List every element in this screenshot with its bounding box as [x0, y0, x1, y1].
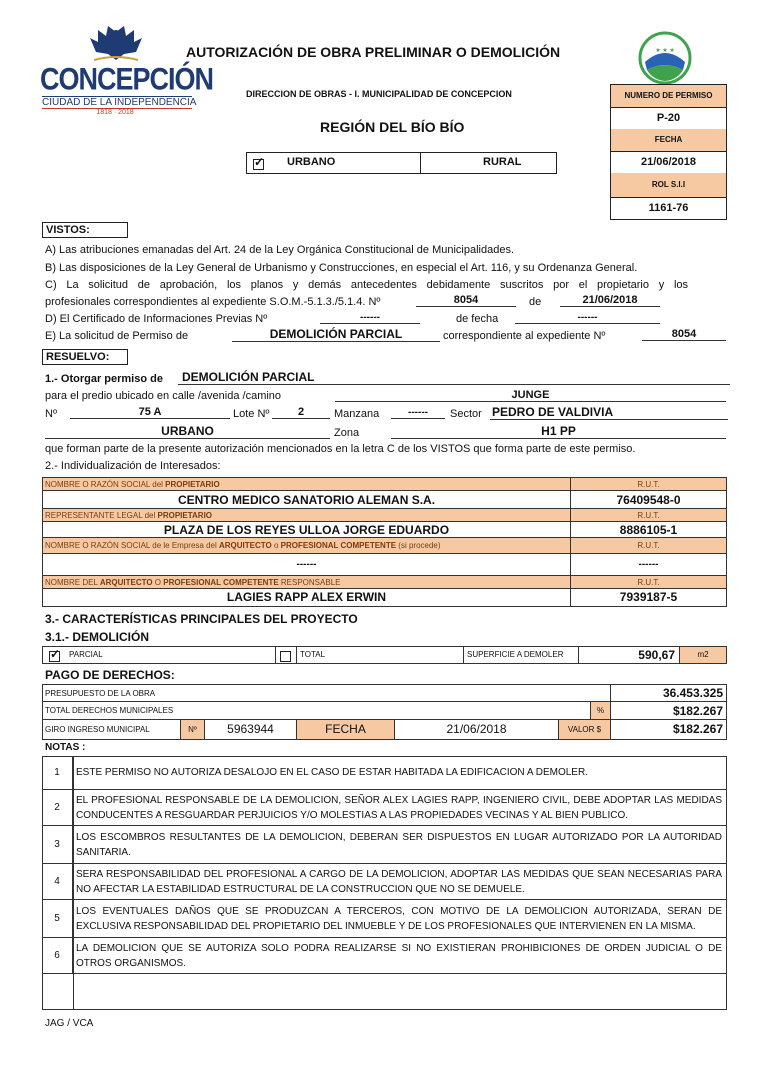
zona-label: Zona	[334, 427, 360, 439]
forman-parte-text: que forman parte de la presente autorización mencionados en la letra C de los VISTOS que forma parte de este permiso.	[45, 443, 636, 455]
total-checkbox[interactable]	[280, 651, 291, 662]
note-row	[42, 826, 726, 864]
note-text: LOS ESCOMBROS RESULTANTES DE LA DEMOLICION, DEBERAN SER DISPUESTOS EN LUGAR AUTORIZADO POR LA AUTORIDAD SANITARIA.	[76, 831, 722, 858]
empresa-label	[43, 538, 571, 554]
document-title: AUTORIZACIÓN DE OBRA PRELIMINAR O DEMOLICIÓN	[186, 44, 561, 60]
empresa-label-post: (si procede)	[396, 541, 441, 550]
note-number: 2	[42, 790, 73, 825]
urbano-checkbox[interactable]: ✓	[254, 155, 265, 170]
giro-number: 5963944	[205, 720, 297, 739]
vistos-c-date: 21/06/2018	[560, 294, 660, 307]
vistos-e-permit-type: DEMOLICIÓN PARCIAL	[232, 327, 440, 342]
note-number: 5	[42, 900, 73, 937]
owner-label-bold: PROPIETARIO	[165, 480, 220, 489]
arquitecto-label	[43, 576, 571, 589]
vistos-d-fecha-label: de fecha	[456, 313, 499, 325]
municipal-logo	[40, 24, 214, 119]
note-row	[42, 864, 726, 900]
logo-subtitle: CIUDAD DE LA INDEPENDENCIA	[42, 97, 197, 108]
vistos-c-de: de	[529, 296, 542, 308]
owner-label	[43, 478, 571, 491]
arquitecto-label-mid: O	[152, 578, 164, 587]
caracteristicas-heading: 3.- CARACTERÍSTICAS PRINCIPALES DEL PROYECTO	[45, 612, 358, 626]
permit-date: 21/06/2018	[611, 151, 726, 174]
sector-value: PEDRO DE VALDIVIA	[490, 405, 728, 420]
lote-value: 2	[272, 406, 330, 419]
rol-value: 1161-76	[648, 202, 689, 214]
vistos-e-corresponding: correspondiente al expediente Nº	[443, 330, 606, 342]
empresa-rut-label: R.U.T.	[571, 538, 726, 554]
pago-table	[42, 684, 727, 740]
note-number: 1	[42, 756, 73, 789]
logo-years: 1818 · 2018	[96, 109, 134, 116]
total-derechos-value: $182.267	[611, 702, 726, 720]
rol-label: ROL S.I.I	[611, 173, 726, 198]
notas-heading: NOTAS :	[45, 742, 86, 753]
seal-icon	[637, 30, 693, 86]
vistos-c2: profesionales correspondientes al expediente S.O.M.-5.1.3./5.1.4. Nº	[45, 296, 381, 308]
vistos-c1: C) La solicitud de aprobación, los planos y demás antecedentes debidamente suscritos por el propietario y los	[45, 279, 688, 291]
interesados-table	[42, 477, 727, 607]
eagle-icon	[88, 24, 144, 64]
demolicion-subheading: 3.1.- DEMOLICIÓN	[45, 630, 150, 644]
arquitecto-name: LAGIES RAPP ALEX ERWIN	[43, 589, 571, 606]
pago-heading: PAGO DE DERECHOS:	[45, 668, 175, 682]
vistos-d-date: ------	[515, 312, 660, 324]
arquitecto-label-pre: NOMBRE DEL	[45, 578, 100, 587]
vistos-a: A) Las atribuciones emanadas del Art. 24 de la Ley Orgánica Constitucional de Municipalidades.	[45, 244, 514, 256]
note-row	[42, 790, 726, 826]
area-value: URBANO	[45, 424, 330, 439]
vistos-d: D) El Certificado de Informaciones Previas Nº	[45, 313, 268, 325]
giro-number-label: Nº	[181, 720, 205, 739]
rep-label-pre: REPRESENTANTE LEGAL del	[45, 511, 158, 520]
address-number-label: Nº	[45, 408, 57, 420]
resuelvo-heading: RESUELVO:	[42, 349, 128, 365]
footer-initials: JAG / VCA	[45, 1018, 94, 1029]
sector-label: Sector	[450, 408, 482, 420]
total-option[interactable]	[280, 648, 291, 666]
note-text: SERA RESPONSABILIDAD DEL PROFESIONAL A CARGO DE LA DEMOLICION, ADOPTAR LAS MEDIDAS QUE SEAN NECESARIAS PARA NO AFECTAR LA ESTABILIDAD ESTRUCTURAL DE LA CONSTRUCCION QUE NO SE DEMUELE.	[76, 868, 722, 895]
lote-label: Lote Nº	[233, 408, 270, 420]
arquitecto-label-post: RESPONSABLE	[278, 578, 341, 587]
arquitecto-label-bold2: PROFESIONAL COMPETENTE	[163, 578, 279, 587]
permit-box	[610, 84, 727, 220]
note-row	[42, 756, 726, 790]
department: DIRECCION DE OBRAS - I. MUNICIPALIDAD DE CONCEPCION	[246, 89, 512, 99]
presupuesto-label: PRESUPUESTO DE LA OBRA	[43, 685, 611, 702]
superficie-value: 590,67	[638, 648, 675, 662]
individualizacion-heading: 2.- Individualización de Interesados:	[45, 460, 221, 472]
svg-text:★ ★ ★: ★ ★ ★	[655, 48, 675, 54]
total-derechos-label: TOTAL DERECHOS MUNICIPALES	[43, 702, 591, 720]
rep-rut: 8886105-1	[571, 522, 726, 538]
note-number: 3	[42, 826, 73, 863]
empresa-label-bold1: ARQUITECTO	[218, 541, 272, 550]
rep-label	[43, 509, 571, 522]
superficie-unit: m2	[679, 647, 726, 663]
rep-rut-label: R.U.T.	[571, 509, 726, 522]
parcial-checkbox[interactable]: ✓	[50, 647, 61, 662]
presupuesto-value: 36.453.325	[611, 685, 726, 702]
urbano-option[interactable]	[253, 156, 264, 174]
note-text: ESTE PERMISO NO AUTORIZA DESALOJO EN EL CASO DE ESTAR HABITADA LA EDIFICACION A DEMOLER.	[76, 767, 588, 778]
giro-fecha-label: FECHA	[297, 720, 395, 739]
vistos-d-number: ------	[320, 312, 420, 324]
vistos-b: B) Las disposiciones de la Ley General de Urbanismo y Construcciones, en especial el Art. 116, y su Ordenanza General.	[45, 262, 638, 274]
resuelvo-permit-type: DEMOLICIÓN PARCIAL	[178, 370, 730, 385]
valor-value: $182.267	[672, 722, 723, 736]
note-row	[42, 900, 726, 938]
empresa-name: ------	[43, 554, 571, 576]
giro-label: GIRO INGRESO MUNICIPAL	[43, 720, 181, 739]
urbano-label: URBANO	[287, 156, 336, 168]
note-text: LOS EVENTUALES DAÑOS QUE SE PRODUZCAN A TERCEROS, CON MOTIVO DE LA DEMOLICION AUTORIZADA, SERAN DE EXCLUSIVA RESPONSABILIDAD DEL PROPIETARIO DEL INMUEBLE Y DE LOS PROFESIONALES QUE INTERVIENEN EN LA MISMA.	[76, 905, 722, 932]
permit-number: P-20	[611, 107, 726, 130]
manzana-label: Manzana	[334, 408, 380, 420]
zona-value: H1 PP	[391, 424, 726, 439]
giro-fecha: 21/06/2018	[395, 720, 559, 739]
owner-rut-label: R.U.T.	[571, 478, 726, 491]
parcial-option[interactable]	[49, 648, 60, 666]
permit-number-label: NUMERO DE PERMISO	[611, 85, 726, 108]
vistos-e: E) La solicitud de Permiso de	[45, 330, 189, 342]
rep-name: PLAZA DE LOS REYES ULLOA JORGE EDUARDO	[43, 522, 571, 538]
superficie-label: SUPERFICIE A DEMOLER	[467, 650, 564, 659]
street-name: JUNGE	[335, 389, 726, 402]
address-number: 75 A	[70, 406, 230, 419]
rural-label: RURAL	[483, 156, 522, 168]
rep-label-bold: PROPIETARIO	[157, 511, 213, 520]
region: REGIÓN DEL BÍO BÍO	[320, 119, 465, 135]
owner-rut: 76409548-0	[571, 491, 726, 509]
empresa-rut: ------	[571, 554, 726, 576]
note-row	[42, 938, 726, 974]
owner-label-pre: NOMBRE O RAZÓN SOCIAL del	[45, 480, 166, 489]
vistos-c-expediente: 8054	[416, 294, 516, 307]
arquitecto-rut: 7939187-5	[619, 590, 678, 604]
percent-cell: %	[591, 702, 611, 720]
arquitecto-rut-label: R.U.T.	[571, 576, 726, 589]
resuelvo-p1-label	[45, 373, 163, 385]
demolicion-row	[42, 646, 727, 664]
vistos-e-expediente: 8054	[642, 328, 726, 341]
manzana-value: ------	[391, 407, 445, 419]
total-label: TOTAL	[300, 650, 326, 659]
parcial-label: PARCIAL	[69, 650, 103, 659]
resuelvo-p1-text: 1.- Otorgar permiso de	[45, 373, 163, 385]
vistos-heading: VISTOS:	[42, 222, 128, 238]
empresa-label-mid: o	[271, 541, 281, 550]
arquitecto-label-bold1: ARQUITECTO	[99, 578, 153, 587]
note-text: EL PROFESIONAL RESPONSABLE DE LA DEMOLICION, SEÑOR ALEX LAGIES RAPP, INGENIERO CIVIL, DEBE ADOPTAR LAS MEDIDAS CONDUCENTES A RESGUARDAR PERJUICIOS Y/O MOLESTIAS A LAS PROPIEDADES VECINAS Y AL BIEN PUBLICO.	[76, 794, 722, 821]
predio-label: para el predio ubicado en calle /avenida /camino	[45, 390, 282, 402]
note-number: 4	[42, 864, 73, 899]
note-number: 6	[42, 938, 73, 973]
permit-date-label: FECHA	[611, 129, 726, 152]
owner-name: CENTRO MEDICO SANATORIO ALEMAN S.A.	[43, 491, 571, 509]
empresa-label-pre: NOMBRE O RAZÓN SOCIAL de le Empresa del	[45, 541, 219, 550]
empresa-label-bold2: PROFESIONAL COMPETENTE	[280, 541, 397, 550]
logo-city: CONCEPCIÓN	[40, 62, 214, 97]
note-text: LA DEMOLICION QUE SE AUTORIZA SOLO PODRA REALIZARSE SI NO EXISTIERAN PROHIBICIONES DE ORDEN JUDICIAL O DE OTROS ORGANISMOS.	[76, 942, 722, 969]
area-type-selector	[246, 152, 557, 174]
valor-label: VALOR $	[559, 720, 611, 739]
